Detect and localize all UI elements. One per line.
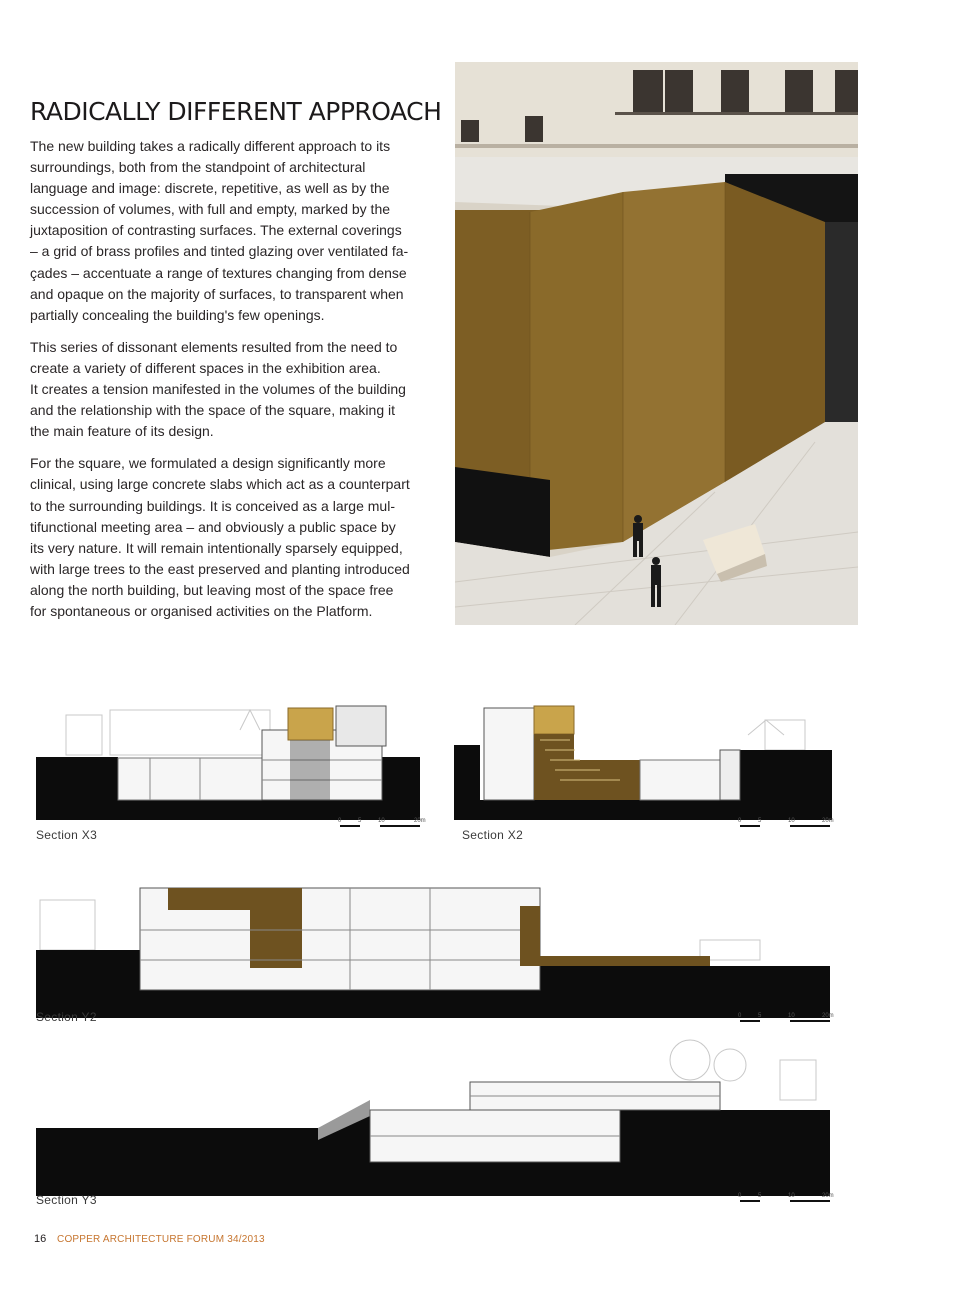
section-y2-label: Section Y2	[36, 1010, 97, 1024]
text-line: It creates a tension manifested in the volumes of the building	[30, 381, 406, 398]
text-line: for spontaneous or organised activities on the Platform.	[30, 602, 373, 619]
text-line: with large trees to the east preserved and planting introduced	[30, 560, 410, 577]
text-line: language and image: discrete, repetitive, as well as by the	[30, 180, 390, 197]
text-line: This series of dissonant elements resulted from the need to	[30, 338, 398, 355]
text-line: its very nature. It will remain intentionally sparsely equipped,	[30, 539, 403, 556]
article-headline: RADICALLY DIFFERENT APPROACH	[30, 97, 442, 126]
text-line: tifunctional meeting area – and obviously a public space by	[30, 518, 396, 535]
text-line: çades – accentuate a range of textures changing from dense	[30, 264, 407, 281]
text-line: juxtaposition of contrasting surfaces. The external coverings	[30, 222, 402, 239]
scale-tick-label: 5	[758, 1193, 762, 1199]
text-line: to the surrounding buildings. It is conceived as a large mul-	[30, 497, 395, 514]
page-footer	[34, 1233, 265, 1245]
scale-tick-label: 20m	[822, 818, 834, 824]
building-photo	[455, 62, 858, 625]
text-line: The new building takes a radically different approach to its	[30, 138, 391, 154]
text-line: – a grid of brass profiles and tinted glazing over ventilated fa-	[30, 243, 409, 260]
scale-tick-label: 0	[738, 818, 742, 824]
scale-tick-label: 5	[758, 1013, 762, 1019]
article-body	[30, 136, 440, 633]
scale-tick-label: 5	[758, 818, 762, 824]
section-drawings	[0, 640, 960, 1220]
scale-tick-label: 10	[788, 818, 795, 824]
scale-tick-label: 20m	[414, 818, 426, 824]
scale-tick-label: 10	[378, 818, 385, 824]
paragraph-2	[30, 337, 440, 442]
section-x3-label: Section X3	[36, 828, 98, 842]
text-line: and the relationship with the space of the square, making it	[30, 402, 395, 419]
section-x3-drawing	[36, 706, 420, 820]
section-x2-drawing	[454, 706, 832, 820]
publication-name: COPPER ARCHITECTURE FORUM 34/2013	[57, 1234, 265, 1245]
text-line: create a variety of different spaces in the exhibition area.	[30, 359, 381, 376]
paragraph-3	[30, 453, 440, 622]
section-y3-label: Section Y3	[36, 1193, 97, 1207]
scale-tick-label: 10	[788, 1193, 795, 1199]
text-line: the main feature of its design.	[30, 423, 214, 440]
scale-tick-label: 20m	[822, 1013, 834, 1019]
text-line: surroundings, both from the standpoint of architectural	[30, 159, 366, 176]
scale-tick-label: 0	[338, 818, 342, 824]
scale-tick-label: 0	[738, 1013, 742, 1019]
page-number: 16	[34, 1233, 47, 1245]
text-line: and opaque on the majority of surfaces, to transparent when	[30, 285, 404, 302]
text-line: along the north building, but leaving most of the space free	[30, 581, 394, 598]
section-x2-label: Section X2	[462, 828, 524, 842]
section-y2-drawing	[36, 888, 830, 1018]
text-line: For the square, we formulated a design significantly more	[30, 455, 386, 472]
scale-tick-label: 20m	[822, 1193, 834, 1199]
scale-tick-label: 10	[788, 1013, 795, 1019]
text-line: succession of volumes, with full and empty, marked by the	[30, 201, 391, 218]
text-line: partially concealing the building's few openings.	[30, 306, 325, 323]
text-line: clinical, using large concrete slabs which act as a counterpart	[30, 476, 410, 493]
scale-tick-label: 0	[738, 1193, 742, 1199]
section-y3-drawing	[36, 1040, 830, 1196]
paragraph-1	[30, 136, 440, 326]
scale-tick-label: 5	[358, 818, 362, 824]
